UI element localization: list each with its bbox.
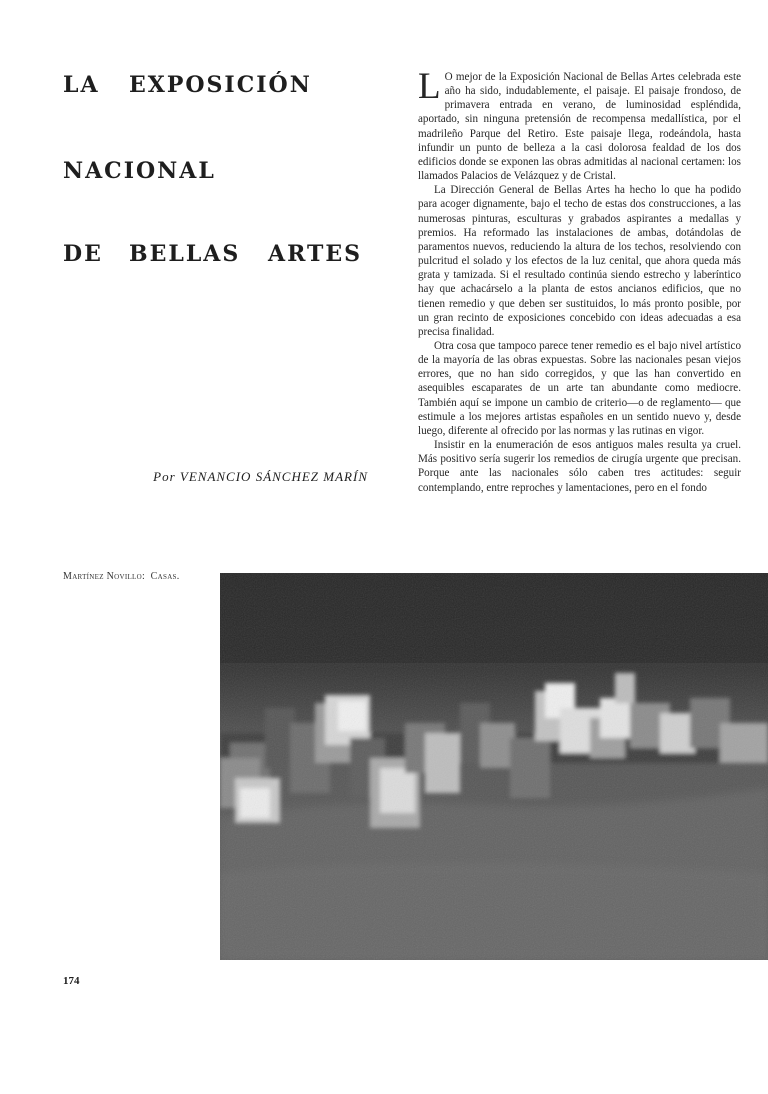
byline: Por VENANCIO SÁNCHEZ MARÍN bbox=[153, 469, 368, 484]
caption-title: Casas. bbox=[150, 571, 180, 582]
article-body bbox=[418, 66, 741, 495]
article-paragraph bbox=[418, 66, 741, 183]
page-number: 174 bbox=[63, 975, 80, 987]
drop-cap: L bbox=[418, 66, 441, 107]
caption-artist: Martínez Novillo: bbox=[63, 571, 146, 582]
title-word: LA bbox=[63, 72, 100, 98]
title-word: BELLAS bbox=[129, 241, 241, 267]
title-word: EXPOSICIÓN bbox=[129, 72, 312, 98]
figure-caption bbox=[63, 571, 213, 582]
paragraph-text: O mejor de la Exposición Nacional de Bellas Artes celebrada este año ha sido, indudablemente, el paisaje. El paisaje frondoso, de primavera entrada en verano, de luminosidad espléndida, aportado, sin ninguna pretensión de recompensa medallística, por el madrileño Parque del Retiro. Este paisaje llega, rodeándola, hasta infundir un punto de belleza a la casi dolorosa fealdad de los dos edificios donde se exponen las obras admitidas al nacional certamen: los llamados Palacios de Velázquez y de Cristal. bbox=[418, 71, 741, 183]
title-word: DE bbox=[63, 241, 103, 267]
article-paragraph: Insistir en la enumeración de esos antiguos males resulta ya cruel. Más positivo sería sugerir los remedios de cirugía urgente que precisan. Porque ante las nacionales sólo caben tres actitudes: seguir contemplando, entre reproches y lamentaciones, pero en el fondo bbox=[418, 439, 741, 494]
article-paragraph: Otra cosa que tampoco parece tener remedio es el bajo nivel artístico de la mayoría de las obras expuestas. Sobre las nacionales pesan viejos errores, que no han sido corregidos, y que las han convertido en asequibles escaparates de un arte tan abundante como mediocre. También aquí se impone un cambio de criterio—o de reglamento— que estimule a los mejores artistas españoles en un sentido nuevo y, desde luego, diferente al ofrecido por las normas y las rutinas en vigor. bbox=[418, 339, 741, 437]
painting-image bbox=[220, 573, 768, 960]
title-word: ARTES bbox=[268, 241, 362, 267]
title-line-2: NACIONAL bbox=[63, 158, 216, 184]
painting-illustration bbox=[220, 573, 768, 960]
article-paragraph: La Dirección General de Bellas Artes ha hecho lo que ha podido para acoger dignamente, bajo el techo de estas dos construcciones, a las numerosas pinturas, esculturas y grabados aspirantes a medallas y premios. Ha reformado las instalaciones de ambas, dotándolas de paramentos nuevos, reduciendo la altura de los techos, resolviendo con pulcritud el solado y los efectos de la luz cenital, que ahora queda más grata y tamizada. Si el resultado continúa siendo estrecho y laberíntico hay que achacárselo a la planta de estos ancianos edificios, que no tienen remedio y que deben ser sustituidos, lo más pronto posible, por un gran recinto de exposiciones concebido con ideas adecuadas a esa precisa finalidad. bbox=[418, 184, 741, 338]
